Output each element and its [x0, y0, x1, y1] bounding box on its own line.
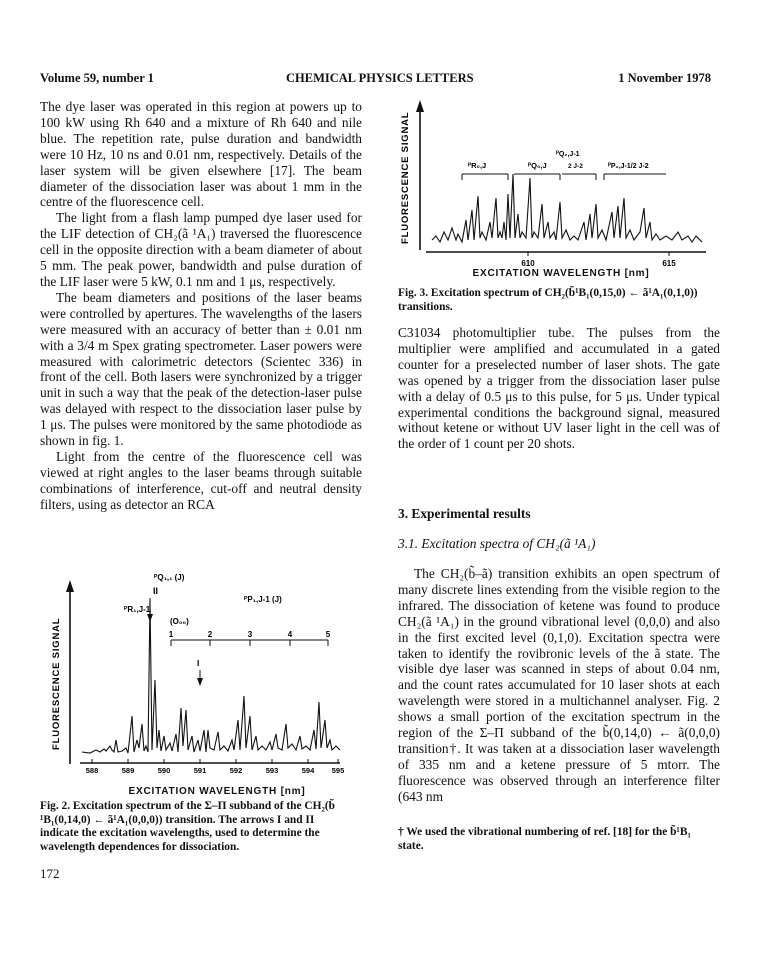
fig2-tick: 590	[157, 766, 171, 775]
subsection-heading: 3.1. Excitation spectra of CH₂(ã ¹A₁)	[398, 536, 596, 551]
fig2-trace	[82, 600, 340, 753]
comb-number: 5	[325, 630, 331, 639]
fig3-caption: Fig. 3. Excitation spectrum of CH₂(b̃¹B₁(0,15,0) ← ã¹A₁(0,1,0)) transitions.	[398, 287, 698, 313]
issue-date: 1 November 1978	[618, 71, 711, 85]
fig2-tick: 588	[85, 766, 99, 775]
paragraph: The beam diameters and positions of the laser beams were controlled by apertures. The wavelengths of the lasers were measured with an accuracy of better than ± 0.01 nm with a 3/4 m Spex grating spectrometer. Laser powers were measured with calorimetric detectors (Scientec 336) in front of the cell. Both lasers were synchronized by a trigger unit in such a way that the peak of the detection-laser pulse was delayed with respect to the dissociation laser pulse by 1 μs. The pulses were monitored by the same photodiode as shown in fig. 1.	[40, 289, 362, 449]
section-heading: 3. Experimental results	[398, 506, 531, 521]
fig2-label-r: ᴾR₁,J-1	[124, 605, 151, 614]
fig3-tick: 610	[521, 259, 535, 268]
fig3-label-q: ᴾQ₀,J	[528, 161, 547, 170]
fig3-label-q2: ᴾQ₂,J-1	[556, 151, 580, 158]
paragraph: Light from the centre of the fluorescence cell was viewed at right angles to the laser beams through suitable combinations of interference, cut-off and neutral density filters, using as detector an RCA	[40, 448, 362, 512]
fig2-ylabel: FLUORESCENCE SIGNAL	[51, 617, 62, 750]
fig3-label-q2-range: 2 J-2	[568, 163, 583, 170]
fig2-label-o: (O₀₀)	[170, 617, 189, 626]
left-column-text	[40, 99, 362, 513]
comb-number: 1	[168, 630, 174, 639]
fig3-ylabel: FLUORESCENCE SIGNAL	[400, 111, 411, 244]
fig2-label-q: ᴾQ₁,₁ (J)	[154, 573, 185, 582]
fig2-tick: 592	[229, 766, 243, 775]
fig3-label-p: ᴾP₂,J-1/2 J-2	[608, 163, 649, 170]
paragraph: The light from a flash lamp pumped dye laser used for the LIF detection of CH₂(ã ¹A₁) traversed the fluorescence cell in the opposite direction with a beam diameter of about 5 mm. The peak power, bandwidth and pulse duration of the LIF laser were 5 kW, 0.1 nm and 1 μs, respectively.	[40, 210, 362, 289]
page-number: 172	[40, 866, 60, 881]
fig2-tick: 591	[193, 766, 207, 775]
fig3-label-r: ᴾR₀,J	[468, 161, 487, 170]
right-column-text-bottom	[398, 566, 720, 805]
fig2-spectrum	[40, 560, 370, 780]
journal-title: CHEMICAL PHYSICS LETTERS	[286, 71, 474, 85]
fig2-tick: 593	[265, 766, 279, 775]
paragraph: The CH₂(b̃–ã) transition exhibits an open spectrum of many discrete lines extending from the visible region to the infrared. The dissociation of ketene was found to produce CH₂(ã ¹A₁) in the ground vibrational level (0,0,0) and also in the first excited level (0,1,0). Excitation spectra were taken to identify the rovibronic levels of the ã state. The visible dye laser was scanned in steps of about 0.04 nm, and the count rates accumulated for 10 laser shots at each wavelength were stored in a multichannel analyser. Fig. 2 shows a small portion of the excitation spectrum in the region of the Σ–Π subband of the b̃(0,14,0) ← ã(0,0,0) transition†. It was taken at a dissociation laser wavelength of 335 nm and a ketene pressure of 5 mtorr. The fluorescence was observed through an interference filter (643 nm	[398, 566, 720, 804]
right-column-text-top	[398, 325, 720, 452]
paragraph: C31034 photomultiplier tube. The pulses from the multiplier were amplified and accumulated in a gated counter for a preselected number of laser shots. The gate was opened by a trigger from the dissociation laser pulse with a delay of 0.5 μs to this pulse, for 5 μs. Under typical experimental conditions the background signal, measured without ketene or without UV laser light in the cell was of the order of 1 count per 20 shots.	[398, 325, 720, 452]
fig2-xlabel: EXCITATION WAVELENGTH [nm]	[128, 786, 306, 797]
fig2-tick: 594	[301, 766, 315, 775]
comb-number: 3	[247, 630, 253, 639]
fig3-tick: 615	[662, 259, 676, 268]
comb-number: 2	[207, 630, 213, 639]
paragraph: The dye laser was operated in this region at powers up to 100 kW using Rh 640 and a mixture of Rh 640 and nile blue. The repetition rate, pulse duration and bandwidth were 10 Hz, 10 ns and 0.01 nm, respectively. Details of the laser system will be given elsewhere [17]. The beam diameter of the dissociation laser was about 1 mm in the centre of the fluorescence cell.	[40, 99, 362, 210]
footnote: † We used the vibrational numbering of ref. [18] for the b̃¹B₁ state.	[398, 826, 691, 852]
marker-II: II	[153, 586, 159, 596]
fig2-tick: 589	[121, 766, 135, 775]
fig3-trace	[432, 174, 702, 242]
fig2-tick: 595	[331, 766, 345, 775]
volume-label: Volume 59, number 1	[40, 71, 154, 85]
fig3-spectrum	[396, 82, 726, 268]
marker-I: I	[197, 658, 200, 668]
fig2-label-p: ᴾP₁,J-1 (J)	[244, 595, 282, 604]
fig3-xlabel: EXCITATION WAVELENGTH [nm]	[472, 268, 650, 279]
fig2-caption: Fig. 2. Excitation spectrum of the Σ–Π subband of the CH₂(b̃ ¹B₁(0,14,0) ← ã¹A₁(0,0,0)) transition. The arrows I and II indicate the excitation wavelengths, used to determine the wavelength dependences for dissociation.	[40, 800, 336, 853]
comb-number: 4	[287, 630, 293, 639]
